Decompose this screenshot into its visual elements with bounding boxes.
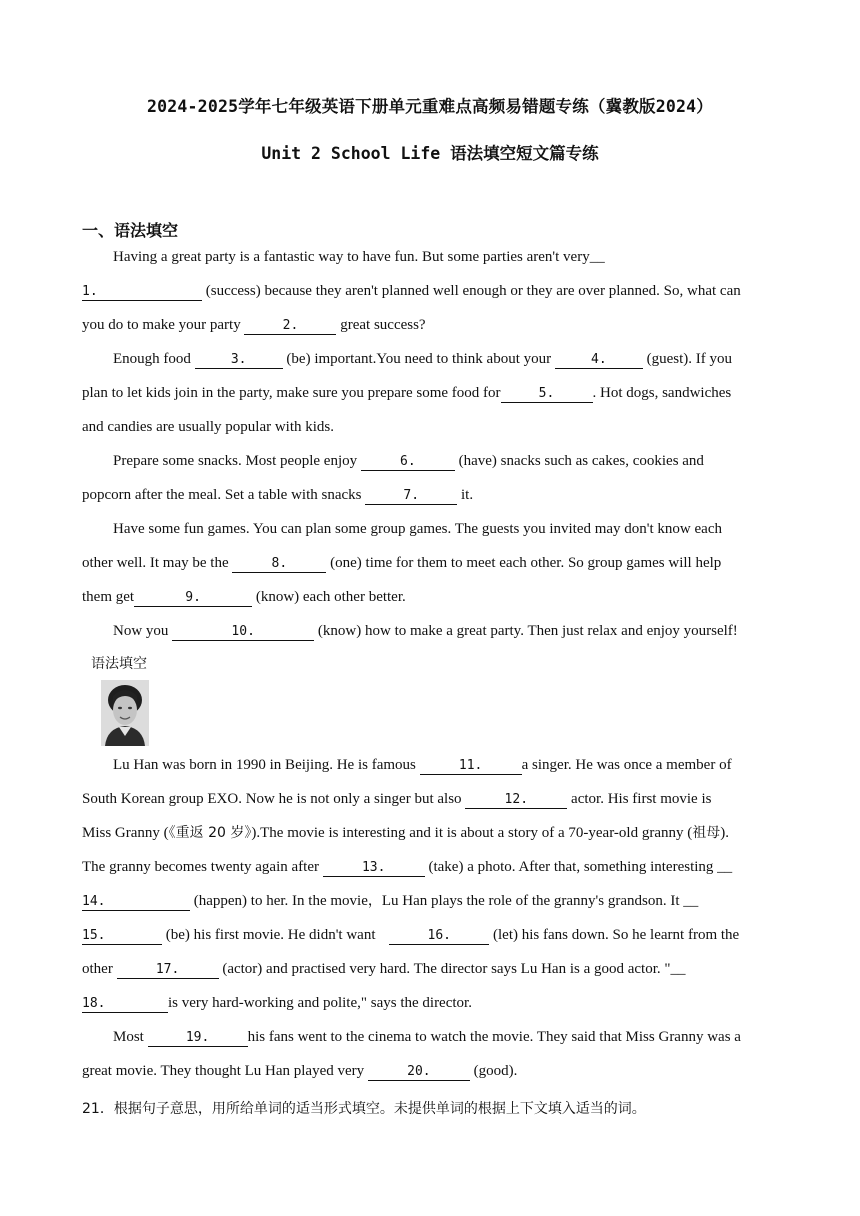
blank-11[interactable]: 11.	[420, 757, 522, 775]
passage1-line-10	[82, 553, 782, 573]
passage2-line-1	[113, 755, 813, 775]
passage2-line-9	[113, 1027, 813, 1047]
text: (actor) and practised very hard. The director says Lu Han is a good actor. "__	[218, 961, 686, 977]
section-heading: 一、语法填空	[82, 221, 179, 240]
blank-20[interactable]: 20.	[368, 1063, 470, 1081]
text: Miss Granny (	[82, 825, 169, 841]
text-cn: 《重返 20 岁》	[168, 825, 252, 841]
blank-7[interactable]: 7.	[365, 487, 457, 505]
passage1-line-3	[82, 315, 782, 335]
text: (let) his fans down. So he learnt from the	[489, 927, 740, 943]
text: is very hard-working and polite," says the director.	[168, 995, 472, 1011]
lu-han-photo	[101, 680, 149, 746]
text: a singer. He was once a member of	[521, 757, 732, 773]
blank-8[interactable]: 8.	[232, 555, 326, 573]
text: Lu Han was born in 1990 in Beijing. He is famous	[113, 757, 420, 773]
text: Enough food	[113, 351, 195, 367]
text: other well. It may be the	[82, 555, 233, 571]
blank-16[interactable]: 16.	[389, 927, 489, 945]
passage2-line-8	[82, 993, 782, 1013]
blank-4[interactable]: 4.	[555, 351, 643, 369]
blank-13[interactable]: 13.	[323, 859, 425, 877]
passage2-line-6	[82, 925, 782, 945]
text: Most	[113, 1029, 148, 1045]
text: (know) each other better.	[252, 589, 406, 605]
text: other	[82, 961, 117, 977]
text: and candies are usually popular with kids.	[82, 419, 335, 435]
text: The granny becomes twenty again after	[82, 859, 323, 875]
blank-1[interactable]: 1.	[82, 283, 202, 301]
passage2-label: 语法填空	[91, 656, 147, 672]
text: Lu Han plays the role of the granny's grandson. It __	[381, 893, 699, 909]
text: (know) how to make a great party. Then just relax and enjoy yourself!	[314, 623, 738, 639]
text: (take) a photo. After that, something interesting __	[424, 859, 733, 875]
text: popcorn after the meal. Set a table with snacks	[82, 487, 366, 503]
passage1-line-11	[82, 587, 782, 607]
blank-14[interactable]: 14.	[82, 893, 190, 911]
passage1-line-6	[82, 417, 782, 437]
text: (success) because they aren't planned well enough or they are over planned. So, what can	[202, 283, 741, 299]
text: Having a great party is a fantastic way to have fun. But some parties aren't very__	[113, 249, 605, 265]
passage1-line-4	[113, 349, 813, 369]
text: great success?	[336, 317, 426, 333]
passage1-line-9	[113, 519, 813, 539]
blank-19[interactable]: 19.	[148, 1029, 248, 1047]
text-cn: 祖母	[692, 825, 721, 841]
text: Prepare some snacks. Most people enjoy	[113, 453, 361, 469]
blank-3[interactable]: 3.	[195, 351, 283, 369]
blank-18[interactable]: 18.	[82, 995, 168, 1013]
passage2-line-4	[82, 857, 782, 877]
blank-9[interactable]: 9.	[134, 589, 252, 607]
text-cn: ，	[367, 893, 382, 909]
blank-2[interactable]: 2.	[244, 317, 336, 335]
blank-12[interactable]: 12.	[465, 791, 567, 809]
text: (one) time for them to meet each other. So group games will help	[326, 555, 722, 571]
text: actor. His first movie is	[567, 791, 712, 807]
text: you do to make your party	[82, 317, 245, 333]
text: it.	[457, 487, 474, 503]
blank-6[interactable]: 6.	[361, 453, 455, 471]
text: Have some fun games. You can plan some group games. The guests you invited may don't know each	[113, 521, 722, 537]
text: ).The movie is interesting and it is about a story of a 70-year-old granny (	[251, 825, 693, 841]
passage1-line-12	[113, 621, 813, 641]
blank-5[interactable]: 5.	[501, 385, 593, 403]
text: great movie. They thought Lu Han played very	[82, 1063, 368, 1079]
passage2-line-7	[82, 959, 782, 979]
passage1-line-1	[113, 247, 813, 267]
passage1-line-2	[82, 281, 782, 301]
passage1-line-5	[82, 383, 782, 403]
text: them get	[82, 589, 135, 605]
passage1-line-7	[113, 451, 813, 471]
passage2-line-5	[82, 891, 782, 911]
text: . Hot dogs, sandwiches	[592, 385, 732, 401]
text: ).	[720, 825, 729, 841]
blank-15[interactable]: 15.	[82, 927, 162, 945]
text: (guest). If you	[642, 351, 733, 367]
text: (good).	[469, 1063, 518, 1079]
document-title: 2024-2025学年七年级英语下册单元重难点高频易错题专练（冀教版2024）	[147, 97, 713, 116]
text: his fans went to the cinema to watch the movie. They said that Miss Granny was a	[247, 1029, 741, 1045]
passage1-line-8	[82, 485, 782, 505]
text: (happen) to her. In the movie	[190, 893, 368, 909]
question-21: 21．根据句子意思，用所给单词的适当形式填空。未提供单词的根据上下文填入适当的词。	[82, 1101, 646, 1117]
passage2-line-3	[82, 823, 782, 843]
text: (be) his first movie. He didn't want	[162, 927, 380, 943]
text: Now you	[113, 623, 173, 639]
passage2-line-2	[82, 789, 782, 809]
blank-10[interactable]: 10.	[172, 623, 314, 641]
text: South Korean group EXO. Now he is not only a singer but also	[82, 791, 466, 807]
text: (have) snacks such as cakes, cookies and	[454, 453, 704, 469]
passage2-line-10	[82, 1061, 782, 1081]
blank-17[interactable]: 17.	[117, 961, 219, 979]
text: (be) important.You need to think about your	[282, 351, 555, 367]
text: plan to let kids join in the party, make sure you prepare some food for	[82, 385, 501, 401]
document-subtitle: Unit 2 School Life 语法填空短文篇专练	[261, 144, 599, 163]
